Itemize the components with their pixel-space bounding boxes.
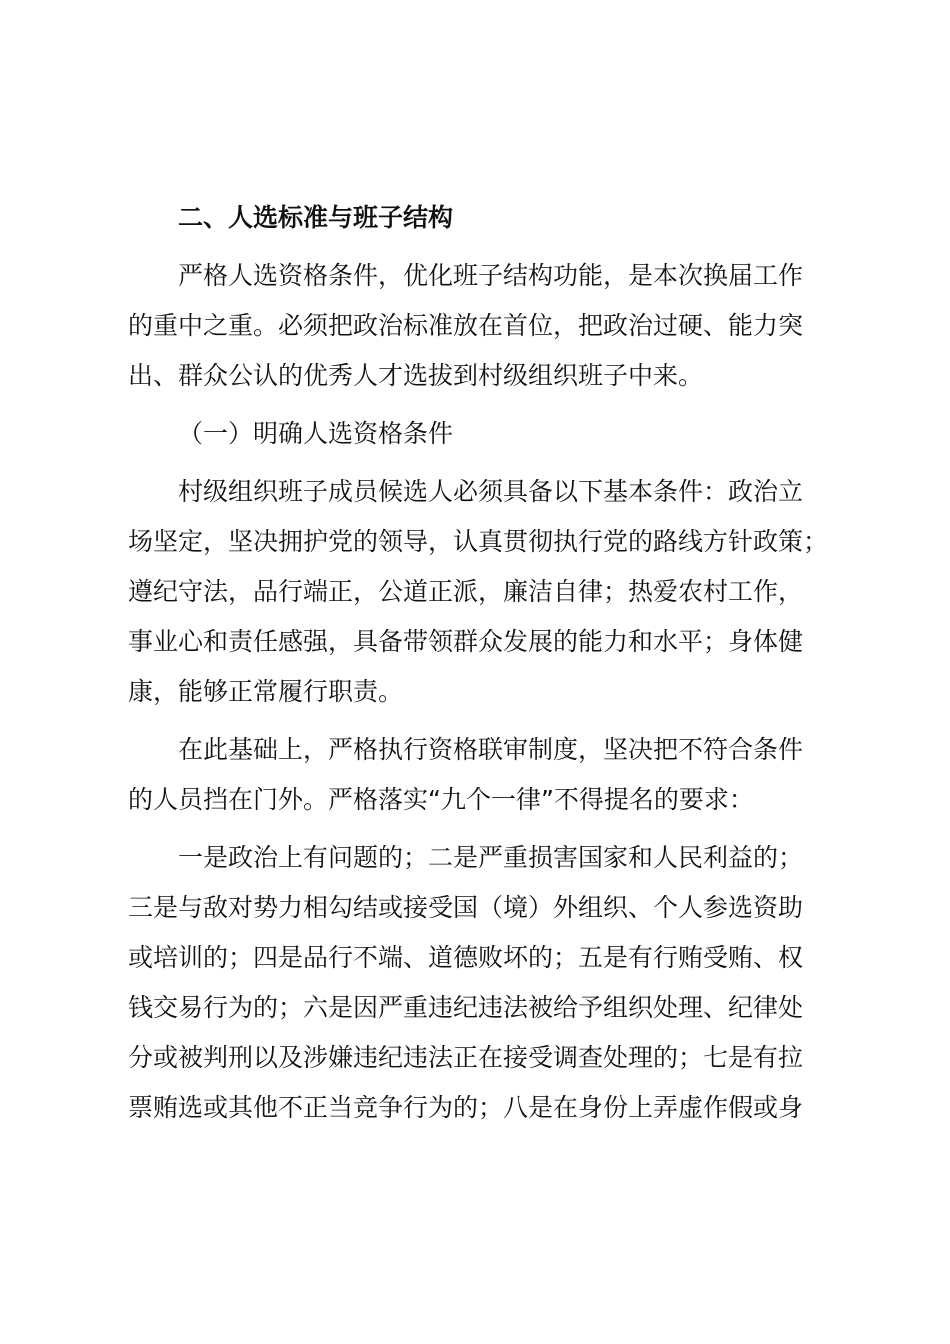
paragraph-line: 分或被判刑以及涉嫌违纪违法正在接受调查处理的；七是有拉 xyxy=(128,1043,804,1072)
spacer xyxy=(128,459,820,467)
paragraph-line: 钱交易行为的；六是因严重违纪违法被给予组织处理、纪律处 xyxy=(128,993,804,1022)
document-body xyxy=(128,193,829,1133)
spacer xyxy=(128,717,820,725)
paragraph-line: 三是与敌对势力相勾结或接受国（境）外组织、个人参选资助 xyxy=(128,893,804,922)
paragraph-line: 康，能够正常履行职责。 xyxy=(128,677,404,706)
spacer xyxy=(128,243,820,251)
spacer xyxy=(128,825,820,833)
section-heading: 二、人选标准与班子结构 xyxy=(178,203,454,232)
subsection-heading: （一）明确人选资格条件 xyxy=(178,419,454,448)
paragraph-line: 的重中之重。必须把政治标准放在首位，把政治过硬、能力突 xyxy=(128,311,804,340)
paragraph-line: 或培训的；四是品行不端、道德败坏的；五是有行贿受贿、权 xyxy=(128,943,804,972)
paragraph-line: 事业心和责任感强，具备带领群众发展的能力和水平；身体健 xyxy=(128,627,804,656)
paragraph-line: 票贿选或其他不正当竞争行为的；八是在身份上弄虚作假或身 xyxy=(128,1093,804,1122)
paragraph-1 xyxy=(128,251,820,401)
paragraph-3 xyxy=(128,725,820,825)
paragraph-line: 严格人选资格条件，优化班子结构功能，是本次换届工作 xyxy=(178,261,804,290)
paragraph-line: 出、群众公认的优秀人才选拔到村级组织班子中来。 xyxy=(128,361,704,390)
spacer xyxy=(128,401,820,409)
paragraph-line: 在此基础上，严格执行资格联审制度，坚决把不符合条件 xyxy=(178,735,804,764)
paragraph-line: 一是政治上有问题的；二是严重损害国家和人民利益的； xyxy=(178,843,804,872)
paragraph-2 xyxy=(128,467,829,717)
paragraph-line: 场坚定，坚决拥护党的领导，认真贯彻执行党的路线方针政策； xyxy=(128,527,829,556)
paragraph-line: 遵纪守法，品行端正，公道正派，廉洁自律；热爱农村工作， xyxy=(128,577,804,606)
paragraph-line: 的人员挡在门外。严格落实“九个一律”不得提名的要求： xyxy=(128,785,754,814)
paragraph-4 xyxy=(128,833,820,1133)
paragraph-line: 村级组织班子成员候选人必须具备以下基本条件：政治立 xyxy=(178,477,804,506)
